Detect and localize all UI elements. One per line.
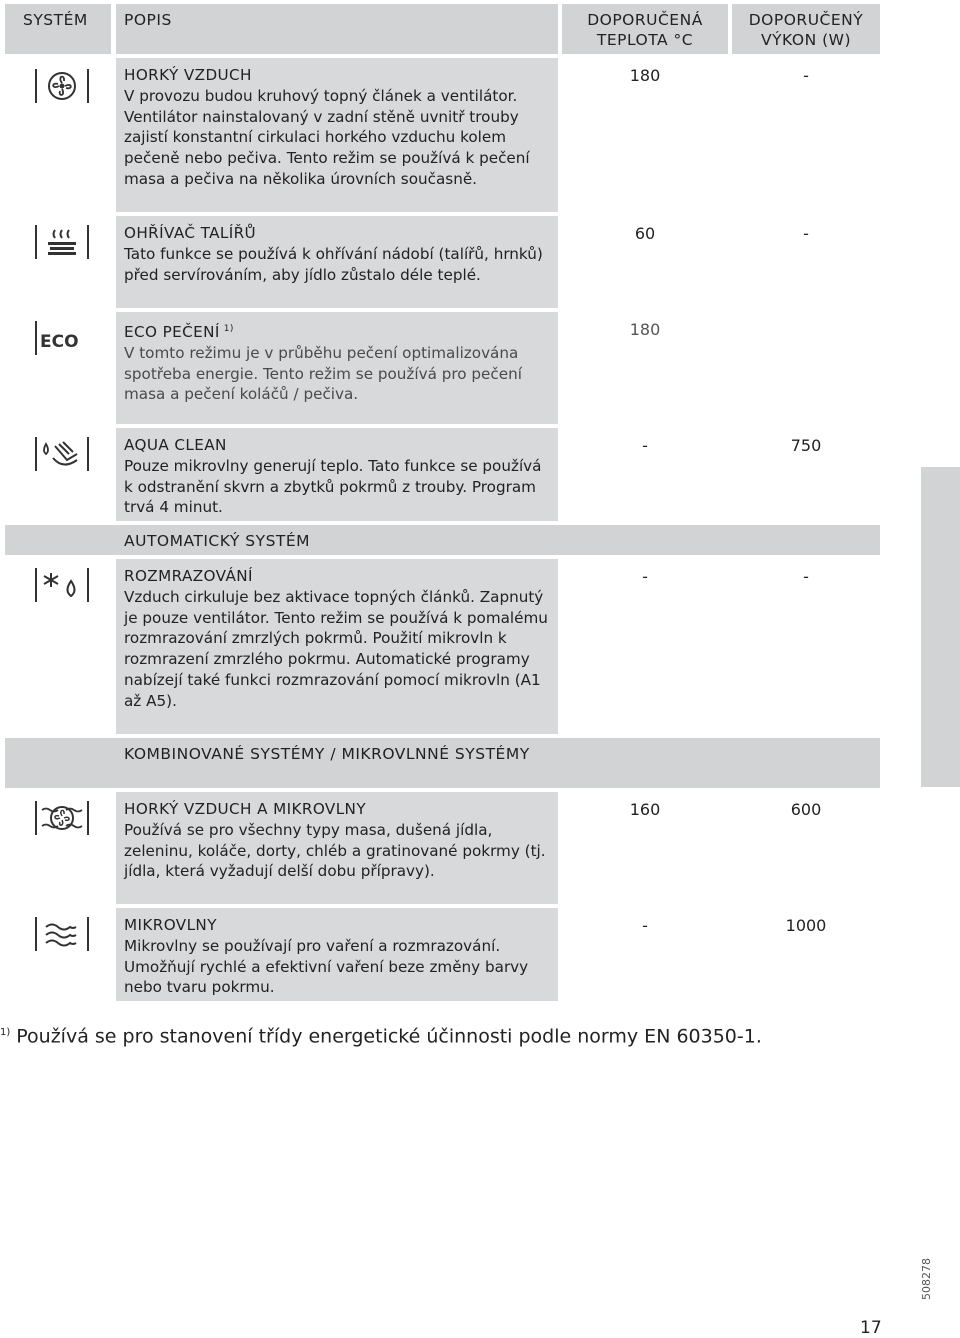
- row-aqua-power: [732, 428, 880, 521]
- row-microwave-title: MIKROVLNY: [124, 916, 217, 934]
- row-hot-air-power: [732, 58, 880, 212]
- row-defrost-power: [732, 559, 880, 734]
- row-eco-body: V tomto režimu je v průběhu pečení optimalizována spotřeba energie. Tento režim se používá pro pečení masa a pečení koláčů / pečiva.: [124, 343, 522, 404]
- section-automatic-title: AUTOMATICKÝ SYSTÉM: [124, 532, 311, 550]
- defrost-icon: [33, 565, 91, 605]
- row-eco-title: [124, 319, 552, 343]
- row-aqua-icon-cell: [5, 428, 111, 521]
- section-combined: [5, 738, 880, 788]
- row-hot-air-icon-cell: [5, 58, 111, 212]
- row-eco-description: [116, 312, 558, 424]
- section-combined-title: KOMBINOVANÉ SYSTÉMY / MIKROVLNNÉ SYSTÉMY: [124, 745, 530, 763]
- page-number: 17: [860, 1318, 882, 1338]
- row-hot-air-title: HORKÝ VZDUCH: [124, 66, 252, 84]
- row-plate-warmer-title: OHŘÍVAČ TALÍŘŮ: [124, 224, 257, 242]
- row-plate-warmer-power: [732, 216, 880, 308]
- row-aqua-power-value: 750: [790, 436, 822, 455]
- row-hot-air-microwave-temp-value: 160: [629, 800, 661, 819]
- document-code: 508278: [920, 1258, 933, 1300]
- row-microwave-power-value: 1000: [785, 916, 827, 935]
- eco-icon-text: ECO: [40, 332, 79, 352]
- header-power: [732, 4, 880, 54]
- row-hot-air-description: [116, 58, 558, 212]
- row-eco-title-text: ECO PEČENÍ: [124, 323, 220, 342]
- row-hot-air-microwave-power: [732, 792, 880, 904]
- row-hot-air-temp: [562, 58, 728, 212]
- row-plate-warmer-icon-cell: [5, 216, 111, 308]
- header-temperature: [562, 4, 728, 54]
- row-hot-air-body: V provozu budou kruhový topný článek a ventilátor. Ventilátor nainstalovaný v zadní stěně uvnitř trouby zajistí konstantní cirkulaci horkého vzduchu kolem pečeně nebo pečiva. Tento režim se používá k pečení masa a pečiva na několika úrovních současně.: [124, 86, 530, 188]
- row-hot-air-microwave-power-value: 600: [790, 800, 822, 819]
- header-description: [116, 4, 558, 54]
- row-defrost-temp-value: -: [642, 567, 648, 586]
- row-plate-warmer-temp: [562, 216, 728, 308]
- row-aqua-title: AQUA CLEAN: [124, 436, 227, 454]
- row-defrost-temp: [562, 559, 728, 734]
- microwave-icon: [33, 914, 91, 954]
- row-eco-footnote-mark: 1): [223, 324, 234, 334]
- row-defrost-description: [116, 559, 558, 734]
- row-aqua-temp-value: -: [642, 436, 648, 455]
- header-system-label: SYSTÉM: [23, 11, 88, 29]
- row-microwave-power: [732, 908, 880, 1001]
- row-defrost-body: Vzduch cirkuluje bez aktivace topných článků. Zapnutý je pouze ventilátor. Tento režim se používá k pomalému rozmrazování zmrzlých pokrmů. Použití mikrovln k rozmrazení zmrzlého pokrmu. Automatické programy nabízejí také funkci rozmrazování pomocí mikrovln (A1 až A5).: [124, 587, 548, 710]
- row-microwave-temp: [562, 908, 728, 1001]
- row-defrost-power-value: -: [803, 567, 809, 586]
- row-hot-air-microwave-description: [116, 792, 558, 904]
- row-eco-temp: [562, 312, 728, 424]
- section-automatic: [5, 525, 880, 555]
- row-hot-air-power-value: -: [803, 66, 809, 85]
- side-tab-marker: [921, 467, 960, 787]
- row-hot-air-temp-value: 180: [629, 66, 661, 85]
- row-microwave-body: Mikrovlny se používají pro vaření a rozmrazování. Umožňují rychlé a efektivní vaření beze změny barvy nebo tvaru pokrmu.: [124, 936, 529, 997]
- row-hot-air-microwave-title: HORKÝ VZDUCH A MIKROVLNY: [124, 800, 366, 818]
- row-eco-temp-value: 180: [629, 320, 661, 339]
- row-eco-power: [732, 312, 880, 424]
- header-power-label: DOPORUČENÝ VÝKON (W): [748, 11, 864, 49]
- header-description-label: POPIS: [124, 11, 172, 29]
- row-microwave-description: [116, 908, 558, 1001]
- row-microwave-icon-cell: [5, 908, 111, 1001]
- row-plate-warmer-body: Tato funkce se používá k ohřívání nádobí (talířů, hrnků) před servírováním, aby jídlo zůstalo déle teplé.: [124, 244, 543, 284]
- hot-air-fan-icon: [33, 66, 91, 106]
- plate-warmer-icon: [33, 222, 91, 262]
- row-hot-air-microwave-body: Používá se pro všechny typy masa, dušená jídla, zeleninu, koláče, dorty, chléb a gratinované pokrmy (tj. jídla, která vyžadují delší dobu přípravy).: [124, 820, 546, 881]
- eco-icon: [33, 318, 91, 358]
- hot-air-microwave-icon: [33, 798, 91, 838]
- footnote-text: Používá se pro stanovení třídy energetické účinnosti podle normy EN 60350-1.: [16, 1025, 762, 1048]
- header-temperature-label: DOPORUČENÁ TEPLOTA °C: [587, 11, 703, 49]
- row-defrost-title: ROZMRAZOVÁNÍ: [124, 567, 253, 585]
- aqua-clean-icon: [33, 434, 91, 474]
- row-microwave-temp-value: -: [642, 916, 648, 935]
- header-system: [5, 4, 111, 54]
- footnote: [0, 1021, 900, 1048]
- row-defrost-icon-cell: [5, 559, 111, 734]
- row-aqua-body: Pouze mikrovlny generují teplo. Tato funkce se používá k odstranění skvrn a zbytků pokrmů z trouby. Program trvá 4 minut.: [124, 456, 542, 517]
- row-eco-icon-cell: [5, 312, 111, 424]
- row-plate-warmer-power-value: -: [803, 224, 809, 243]
- row-hot-air-microwave-temp: [562, 792, 728, 904]
- row-aqua-description: [116, 428, 558, 521]
- row-plate-warmer-description: [116, 216, 558, 308]
- row-plate-warmer-temp-value: 60: [634, 224, 656, 243]
- row-aqua-temp: [562, 428, 728, 521]
- row-hot-air-microwave-icon-cell: [5, 792, 111, 904]
- footnote-mark: 1): [0, 1027, 11, 1038]
